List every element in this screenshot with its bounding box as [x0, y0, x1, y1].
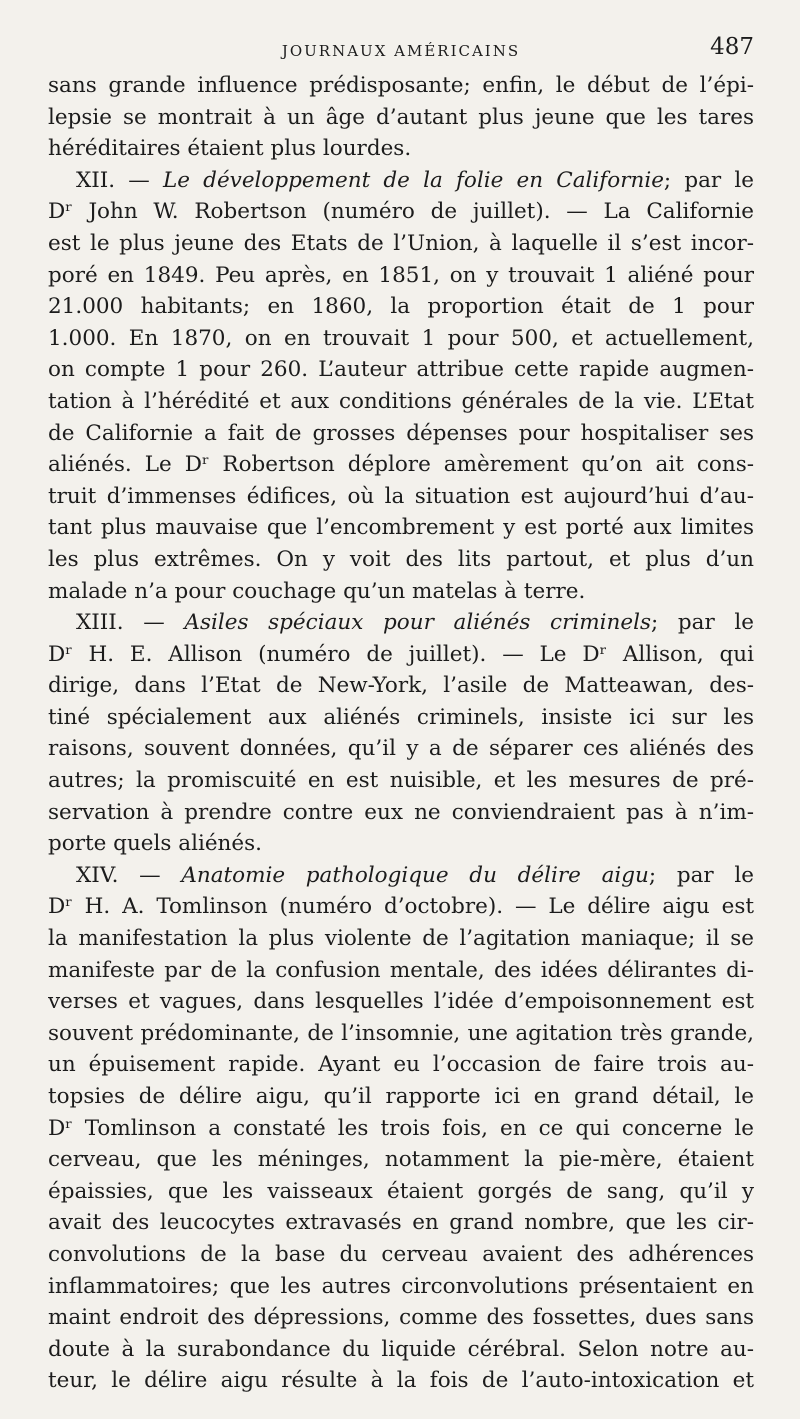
- text-line: verses et vagues, dans lesquelles l’idée d’empoisonnement est: [48, 989, 754, 1015]
- text-line: épaissies, que les vaisseaux étaient gorgés de sang, qu’il y: [48, 1178, 754, 1204]
- text-line: Dʳ Tomlinson a constaté les trois fois, en ce qui concerne le: [48, 1115, 754, 1141]
- text-line: manifeste par de la confusion mentale, des idées délirantes di-: [48, 957, 754, 983]
- text-line: cerveau, que les méninges, notamment la pie-mère, étaient: [48, 1147, 754, 1173]
- text-line: sans grande influence prédisposante; enfin, le début de l’épi-: [48, 73, 754, 98]
- text-line: tation à l’hérédité et aux conditions générales de la vie. L’Etat: [48, 388, 754, 414]
- text-line: poré en 1849. Peu après, en 1851, on y trouvait 1 aliéné pour: [48, 262, 754, 288]
- text-line: topsies de délire aigu, qu’il rapporte ici en grand détail, le: [48, 1084, 754, 1109]
- section-heading-line: [48, 165, 754, 197]
- text-line: autres; la promiscuité en est nuisible, et les mesures de pré-: [48, 768, 754, 794]
- text-line: tiné spécialement aux aliénés criminels, insiste ici sur les: [48, 704, 754, 730]
- text-line: teur, le délire aigu résulte à la fois de l’auto-intoxication et: [48, 1368, 754, 1394]
- byline-lead: ; par le: [663, 167, 754, 193]
- text-line: inflammatoires; que les autres circonvolutions présentaient en: [48, 1273, 754, 1299]
- section-heading-line: [48, 860, 754, 892]
- page-number: 487: [710, 34, 754, 60]
- text-line: les plus extrêmes. On y voit des lits partout, et plus d’un: [48, 546, 754, 572]
- text-line: dirige, dans l’Etat de New-York, l’asile de Matteawan, des-: [48, 673, 754, 699]
- text-line: de Californie a fait de grosses dépenses pour hospitaliser ses: [48, 420, 754, 446]
- text-line: on compte 1 pour 260. L’auteur attribue cette rapide augmen-: [48, 357, 754, 383]
- text-line: maint endroit des dépressions, comme des fossettes, dues sans: [48, 1305, 754, 1331]
- text-line: truit d’immenses édifices, où la situation est aujourd’hui d’au-: [48, 483, 754, 509]
- text-line: tant plus mauvaise que l’encombrement y est porté aux limites: [48, 515, 754, 541]
- section-number: XII. —: [76, 167, 163, 193]
- text-line: 1.000. En 1870, on en trouvait 1 pour 500, et actuellement,: [48, 325, 754, 351]
- byline-lead: ; par le: [650, 610, 754, 636]
- article-title: Anatomie pathologique du délire aigu: [181, 862, 649, 888]
- text-line: héréditaires étaient plus lourdes.: [48, 136, 412, 162]
- text-line: servation à prendre contre eux ne conviendraient pas à n’im-: [48, 799, 754, 825]
- text-line: doute à la surabondance du liquide cérébral. Selon notre au-: [48, 1336, 754, 1362]
- article-title: Le développement de la folie en Californie: [163, 167, 664, 193]
- section-heading-line: [48, 607, 754, 639]
- body-text: [48, 70, 754, 1397]
- text-line: 21.000 habitants; en 1860, la proportion était de 1 pour: [48, 294, 754, 320]
- section-number: XIV. —: [76, 862, 182, 888]
- text-line: la manifestation la plus violente de l’agitation maniaque; il se: [48, 926, 754, 952]
- text-line: raisons, souvent données, qu’il y a de séparer ces aliénés des: [48, 736, 754, 762]
- section-number: XIII. —: [76, 610, 185, 636]
- text-line: est le plus jeune des Etats de l’Union, à laquelle il s’est incor-: [48, 230, 754, 256]
- page-header: [48, 30, 754, 70]
- text-line: souvent prédominante, de l’insomnie, une agitation très grande,: [48, 1020, 754, 1046]
- text-line: avait des leucocytes extravasés en grand nombre, que les cir-: [48, 1210, 754, 1236]
- text-line: Dʳ H. E. Allison (numéro de juillet). — Le Dʳ Allison, qui: [48, 641, 754, 667]
- text-line: convolutions de la base du cerveau avaient des adhérences: [48, 1241, 754, 1267]
- text-line: aliénés. Le Dʳ Robertson déplore amèrement qu’on ait cons-: [48, 452, 754, 478]
- text-line: Dʳ H. A. Tomlinson (numéro d’octobre). — Le délire aigu est: [48, 894, 754, 920]
- text-line: porte quels aliénés.: [48, 831, 262, 857]
- text-line: malade n’a pour couchage qu’un matelas à terre.: [48, 578, 586, 604]
- text-line: Dʳ John W. Robertson (numéro de juillet). — La Californie: [48, 199, 754, 225]
- text-line: lepsie se montrait à un âge d’autant plus jeune que les tares: [48, 104, 754, 130]
- article-title: Asiles spéciaux pour aliénés criminels: [184, 610, 651, 636]
- byline-lead: ; par le: [648, 862, 754, 888]
- running-title: JOURNAUX AMÉRICAINS: [281, 42, 521, 60]
- text-line: un épuisement rapide. Ayant eu l’occasion de faire trois au-: [48, 1052, 754, 1078]
